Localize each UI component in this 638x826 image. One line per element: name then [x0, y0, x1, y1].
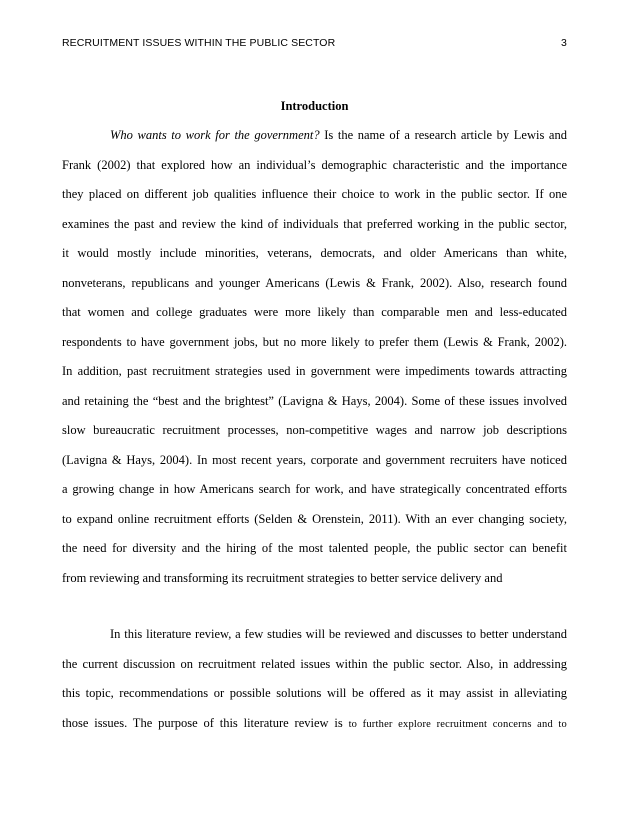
- paragraph-line: [62, 716, 567, 746]
- running-head-title: RECRUITMENT ISSUES WITHIN THE PUBLIC SECTOR: [62, 37, 336, 49]
- paragraph-introduction: [62, 128, 567, 600]
- line-text: those issues. The purpose of this literature review is: [62, 715, 349, 730]
- line-text: Is the name of a research article by Lewis and: [319, 128, 567, 142]
- line-text-small: to further explore recruitment concerns and to: [348, 718, 567, 730]
- paragraph-line: a growing change in how Americans search for work, and have strategically concentrated efforts: [62, 482, 567, 496]
- paragraph-line: In addition, past recruitment strategies used in government were impediments towards attracting: [62, 364, 567, 378]
- paragraph-line: nonveterans, republicans and younger Americans (Lewis & Frank, 2002). Also, research found: [62, 275, 567, 290]
- paragraph-line: (Lavigna & Hays, 2004). In most recent years, corporate and government recruiters have noticed: [62, 452, 567, 467]
- paragraph-line: and retaining the “best and the brightest” (Lavigna & Hays, 2004). Some of these issues involved: [62, 393, 567, 408]
- paragraph-line: to expand online recruitment efforts (Selden & Orenstein, 2011). With an ever changing society,: [62, 511, 567, 526]
- running-head: [62, 37, 567, 49]
- paragraph-line: they placed on different job qualities influence their choice to work in the public sector. If one: [62, 187, 567, 201]
- paragraph-line: respondents to have government jobs, but no more likely to prefer them (Lewis & Frank, 2002).: [62, 334, 567, 349]
- paragraph-line: the current discussion on recruitment related issues within the public sector. Also, in addressing: [62, 656, 567, 671]
- paragraph-line: this topic, recommendations or possible solutions will be offered as it may assist in alleviating: [62, 686, 567, 700]
- section-title: Introduction: [280, 99, 349, 113]
- article-title-italic: Who wants to work for the government?: [110, 128, 320, 142]
- paragraph-line: examines the past and review the kind of individuals that preferred working in the public sector,: [62, 216, 567, 231]
- paragraph-line: the need for diversity and the hiring of the most talented people, the public sector can benefit: [62, 541, 567, 555]
- paragraph-line: [62, 128, 567, 158]
- paragraph-line: that women and college graduates were more likely than comparable men and less-educated: [62, 305, 567, 319]
- paragraph-literature-review: [62, 627, 567, 745]
- paragraph-line: slow bureaucratic recruitment processes, non-competitive wages and narrow job descriptions: [62, 423, 567, 437]
- paragraph-line: it would mostly include minorities, veterans, democrats, and older Americans than white,: [62, 246, 567, 260]
- paragraph-line: Frank (2002) that explored how an individual’s demographic characteristic and the importance: [62, 157, 567, 172]
- paragraph-line: from reviewing and transforming its recruitment strategies to better service delivery and: [62, 570, 503, 585]
- paragraph-line: In this literature review, a few studies will be reviewed and discusses to better understand: [110, 627, 567, 641]
- page-number: 3: [561, 37, 567, 49]
